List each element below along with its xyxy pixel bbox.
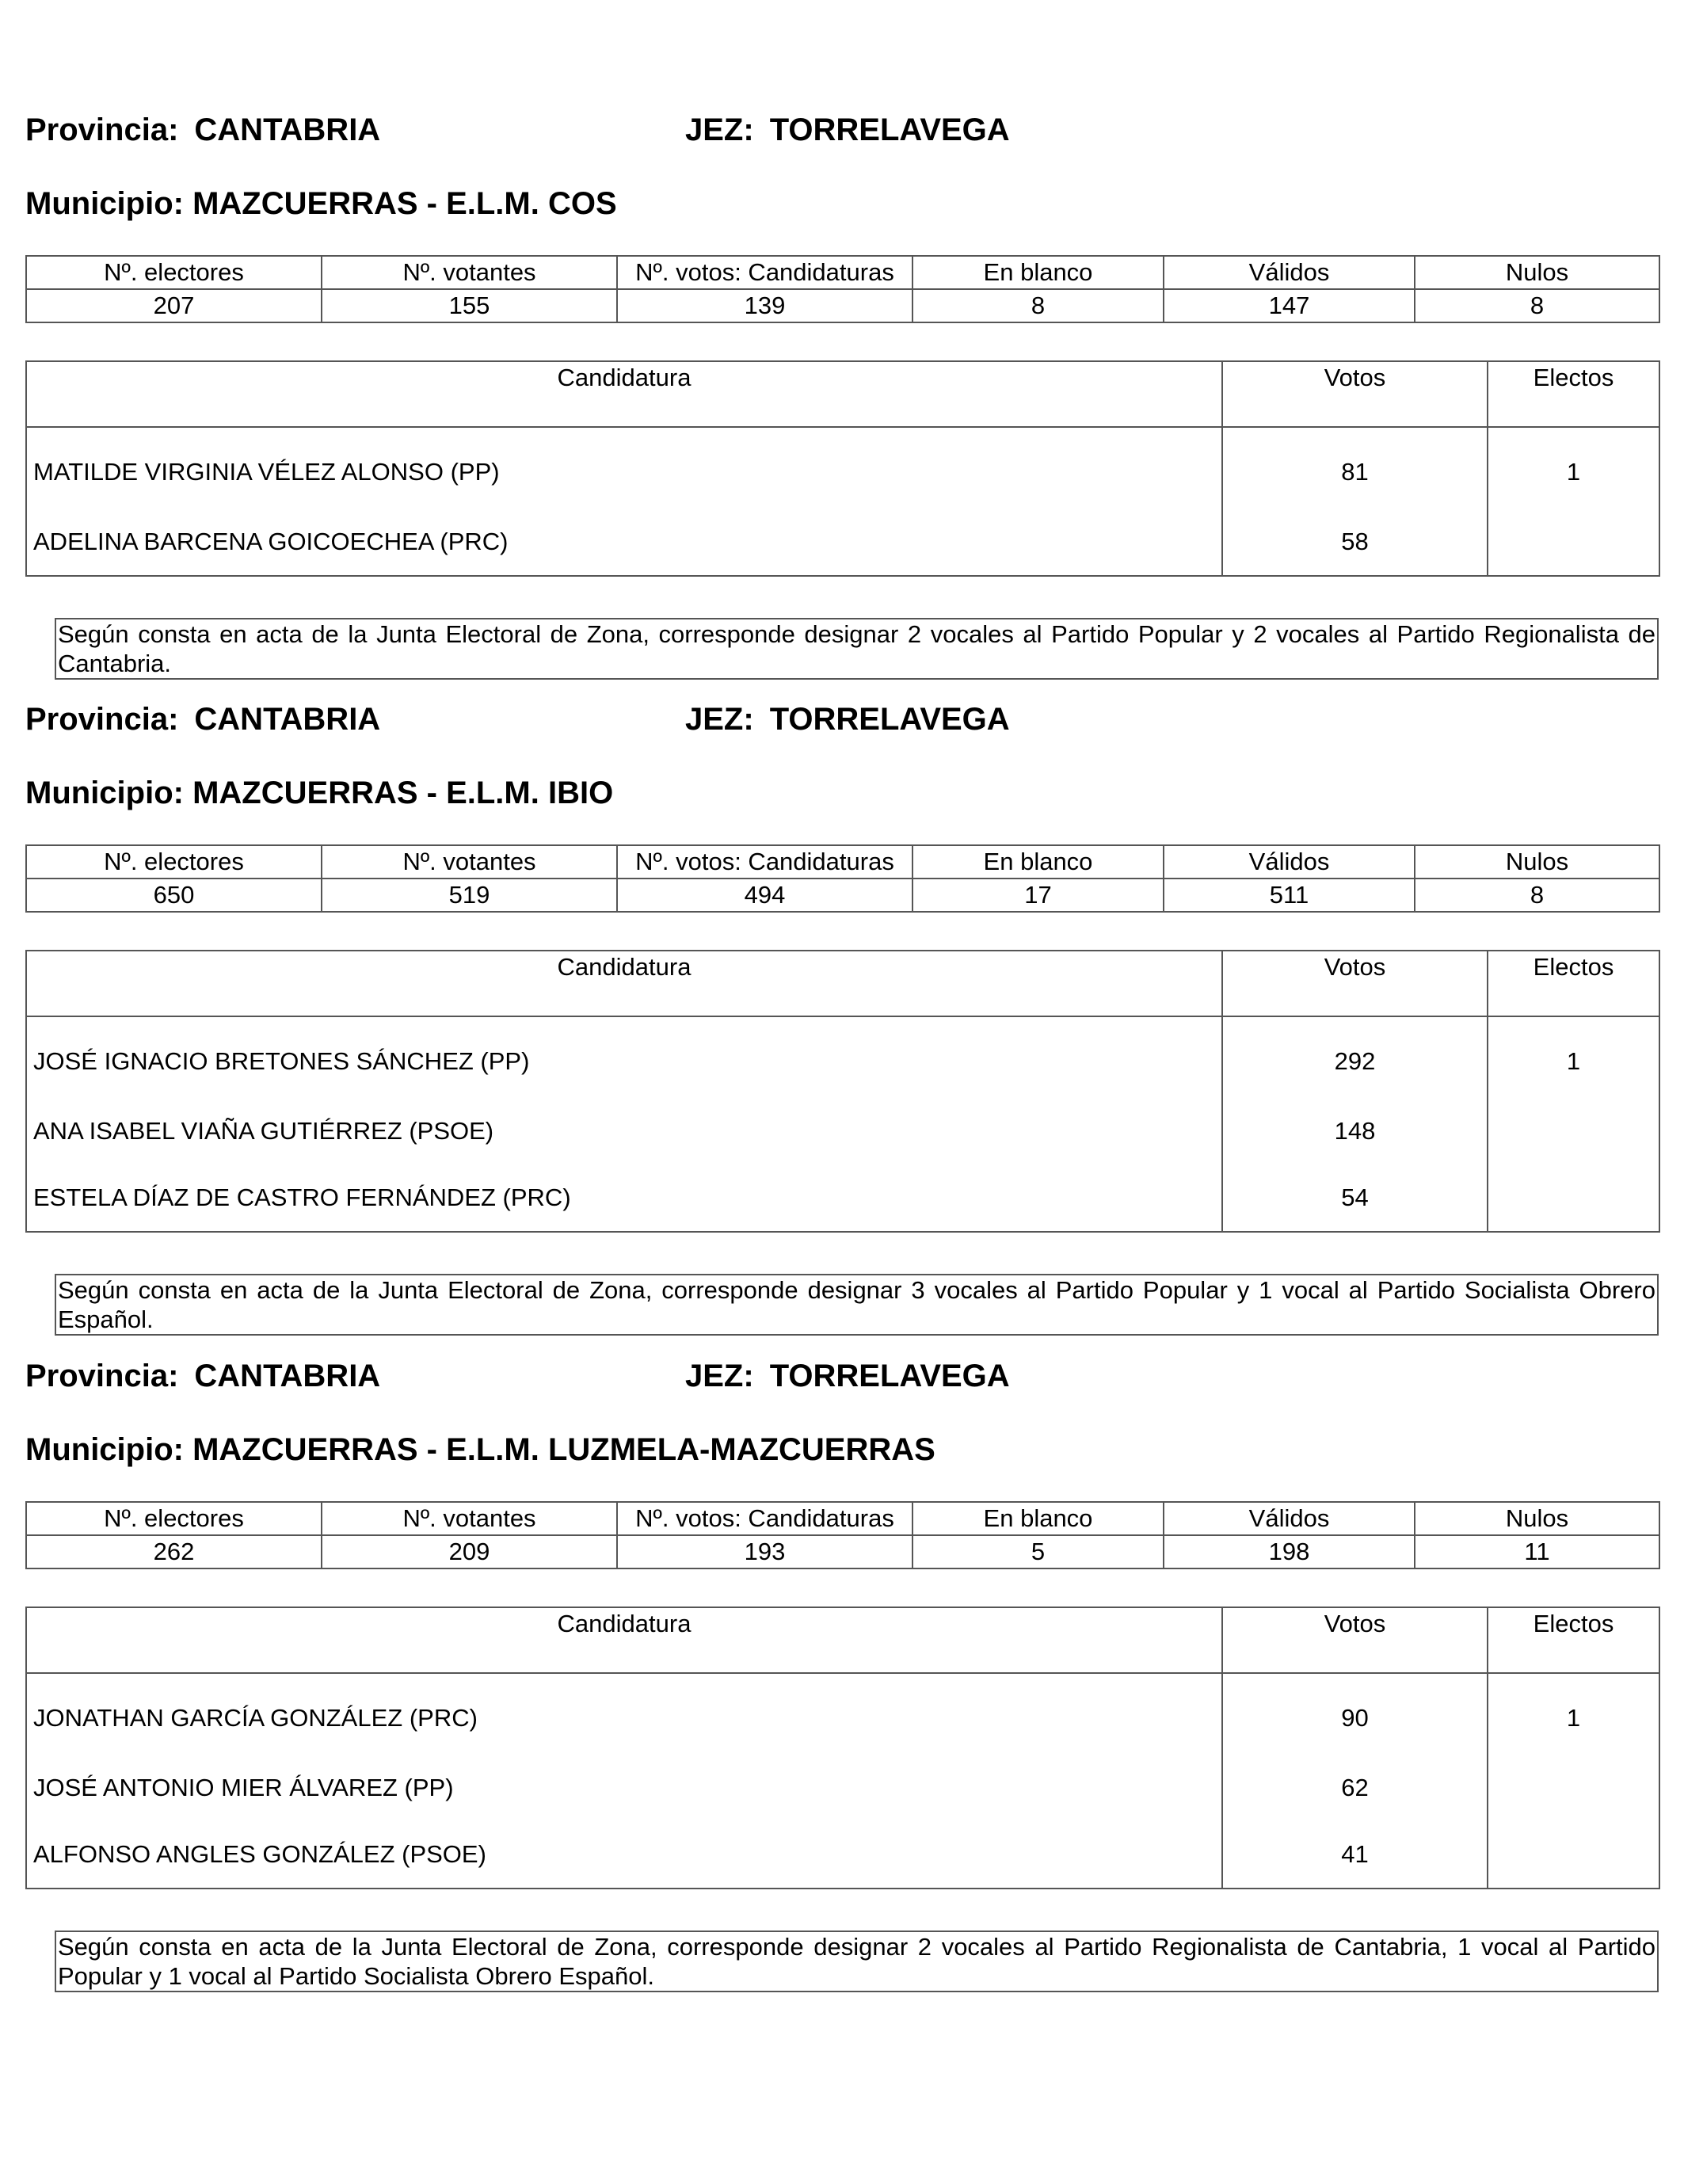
section-header [25, 111, 1659, 149]
stats-header: Nº. votantes [322, 256, 617, 289]
candidate-electos [1488, 1821, 1659, 1889]
candidate-electos: 1 [1566, 1047, 1581, 1075]
candidate-votes: 58 [1222, 509, 1488, 576]
stats-header: Nº. electores [26, 845, 322, 879]
stats-value-row [26, 289, 1659, 322]
candidate-row [26, 509, 1659, 576]
stats-value: 5 [912, 1535, 1164, 1568]
stats-header: Nº. votantes [322, 845, 617, 879]
stats-header: Nº. electores [26, 256, 322, 289]
municipio-label: Municipio: [25, 776, 184, 810]
jez-value: TORRELAVEGA [769, 112, 1010, 147]
stats-table [25, 255, 1660, 323]
electos-header: Electos [1488, 1607, 1659, 1673]
municipio-value: MAZCUERRAS - E.L.M. IBIO [192, 776, 614, 810]
jez-label: JEZ: [685, 112, 754, 147]
candidate-votes: 292 [1222, 1016, 1488, 1098]
stats-header: Nº. votantes [322, 1502, 617, 1535]
provincia-value: CANTABRIA [194, 1359, 381, 1393]
candidate-name: JOSÉ IGNACIO BRETONES SÁNCHEZ (PP) [26, 1016, 1222, 1098]
candidate-row [26, 1098, 1659, 1164]
stats-value: 207 [26, 289, 322, 322]
section-header [25, 1357, 1659, 1395]
stats-value: 8 [1415, 289, 1659, 322]
stats-value: 262 [26, 1535, 322, 1568]
stats-header: Nº. votos: Candidaturas [617, 845, 912, 879]
candidate-electos: 1 [1566, 458, 1581, 486]
stats-header-row [26, 845, 1659, 879]
stats-header: Nº. votos: Candidaturas [617, 1502, 912, 1535]
candidate-row [26, 1821, 1659, 1889]
stats-value: 155 [322, 289, 617, 322]
candidates-table [25, 1607, 1660, 1889]
votos-header: Votos [1222, 361, 1488, 427]
candidatura-header: Candidatura [26, 1607, 1222, 1673]
candidate-name: ESTELA DÍAZ DE CASTRO FERNÁNDEZ (PRC) [26, 1164, 1222, 1232]
candidate-electos [1488, 1755, 1659, 1821]
stats-header: Nulos [1415, 256, 1659, 289]
jez-value: TORRELAVEGA [769, 702, 1010, 737]
acta-note: Según consta en acta de la Junta Electoral de Zona, corresponde designar 2 vocales al Partido Regionalista de Cantabria, 1 vocal al Partido Popular y 1 vocal al Partido Socialista Obrero Español. [55, 1931, 1659, 1992]
stats-value: 139 [617, 289, 912, 322]
jez-label: JEZ: [685, 1359, 754, 1393]
candidatura-header: Candidatura [26, 361, 1222, 427]
electos-header: Electos [1488, 951, 1659, 1016]
stats-value: 519 [322, 879, 617, 912]
candidate-votes: 90 [1222, 1673, 1488, 1755]
candidates-header-row [26, 951, 1659, 1016]
jez-label: JEZ: [685, 702, 754, 737]
candidate-name: JONATHAN GARCÍA GONZÁLEZ (PRC) [26, 1673, 1222, 1755]
candidate-votes: 41 [1222, 1821, 1488, 1889]
candidate-name: ANA ISABEL VIAÑA GUTIÉRREZ (PSOE) [26, 1098, 1222, 1164]
stats-header-row [26, 1502, 1659, 1535]
candidate-electos [1488, 1164, 1659, 1232]
stats-header: Nulos [1415, 1502, 1659, 1535]
votos-header: Votos [1222, 1607, 1488, 1673]
stats-table [25, 1501, 1660, 1569]
candidate-name: ALFONSO ANGLES GONZÁLEZ (PSOE) [26, 1821, 1222, 1889]
stats-value: 193 [617, 1535, 912, 1568]
candidate-votes: 54 [1222, 1164, 1488, 1232]
municipio-label: Municipio: [25, 1432, 184, 1467]
candidate-votes: 148 [1222, 1098, 1488, 1164]
stats-value: 650 [26, 879, 322, 912]
municipio-heading [25, 774, 1659, 812]
election-section-luzmela [25, 1357, 1659, 1992]
stats-value: 8 [912, 289, 1164, 322]
candidate-row [26, 427, 1659, 509]
stats-header: Nº. electores [26, 1502, 322, 1535]
stats-value: 209 [322, 1535, 617, 1568]
election-section-cos [25, 111, 1659, 680]
candidate-votes: 81 [1222, 427, 1488, 509]
candidate-votes: 62 [1222, 1755, 1488, 1821]
candidate-electos: 1 [1566, 1704, 1581, 1732]
stats-value-row [26, 1535, 1659, 1568]
stats-header-row [26, 256, 1659, 289]
candidate-electos [1488, 1098, 1659, 1164]
candidate-name: JOSÉ ANTONIO MIER ÁLVAREZ (PP) [26, 1755, 1222, 1821]
stats-header: En blanco [912, 1502, 1164, 1535]
candidates-table [25, 360, 1660, 577]
candidate-row [26, 1673, 1659, 1755]
stats-header: En blanco [912, 256, 1164, 289]
candidate-name: MATILDE VIRGINIA VÉLEZ ALONSO (PP) [26, 427, 1222, 509]
candidate-row [26, 1016, 1659, 1098]
acta-note: Según consta en acta de la Junta Electoral de Zona, corresponde designar 2 vocales al Partido Popular y 2 vocales al Partido Regionalista de Cantabria. [55, 618, 1659, 680]
stats-value: 198 [1164, 1535, 1415, 1568]
candidate-electos [1488, 509, 1659, 576]
stats-header: En blanco [912, 845, 1164, 879]
stats-table [25, 844, 1660, 913]
municipio-value: MAZCUERRAS - E.L.M. LUZMELA-MAZCUERRAS [192, 1432, 935, 1467]
candidatura-header: Candidatura [26, 951, 1222, 1016]
acta-note: Según consta en acta de la Junta Electoral de Zona, corresponde designar 3 vocales al Partido Popular y 1 vocal al Partido Socialista Obrero Español. [55, 1274, 1659, 1336]
stats-value: 17 [912, 879, 1164, 912]
stats-header: Válidos [1164, 256, 1415, 289]
stats-value: 511 [1164, 879, 1415, 912]
jez-value: TORRELAVEGA [769, 1359, 1010, 1393]
municipio-heading [25, 1431, 1659, 1469]
provincia-label: Provincia: [25, 112, 179, 147]
municipio-heading [25, 185, 1659, 223]
section-header [25, 700, 1659, 738]
provincia-value: CANTABRIA [194, 112, 381, 147]
stats-header: Nº. votos: Candidaturas [617, 256, 912, 289]
stats-value: 11 [1415, 1535, 1659, 1568]
municipio-label: Municipio: [25, 186, 184, 221]
stats-header: Válidos [1164, 1502, 1415, 1535]
candidate-row [26, 1164, 1659, 1232]
candidates-header-row [26, 1607, 1659, 1673]
provincia-label: Provincia: [25, 702, 179, 737]
candidate-row [26, 1755, 1659, 1821]
stats-value-row [26, 879, 1659, 912]
provincia-label: Provincia: [25, 1359, 179, 1393]
candidates-table [25, 950, 1660, 1233]
stats-value: 147 [1164, 289, 1415, 322]
candidates-header-row [26, 361, 1659, 427]
stats-header: Nulos [1415, 845, 1659, 879]
stats-value: 494 [617, 879, 912, 912]
provincia-value: CANTABRIA [194, 702, 381, 737]
stats-value: 8 [1415, 879, 1659, 912]
election-section-ibio [25, 700, 1659, 1336]
candidate-name: ADELINA BARCENA GOICOECHEA (PRC) [26, 509, 1222, 576]
electos-header: Electos [1488, 361, 1659, 427]
stats-header: Válidos [1164, 845, 1415, 879]
votos-header: Votos [1222, 951, 1488, 1016]
municipio-value: MAZCUERRAS - E.L.M. COS [192, 186, 617, 221]
